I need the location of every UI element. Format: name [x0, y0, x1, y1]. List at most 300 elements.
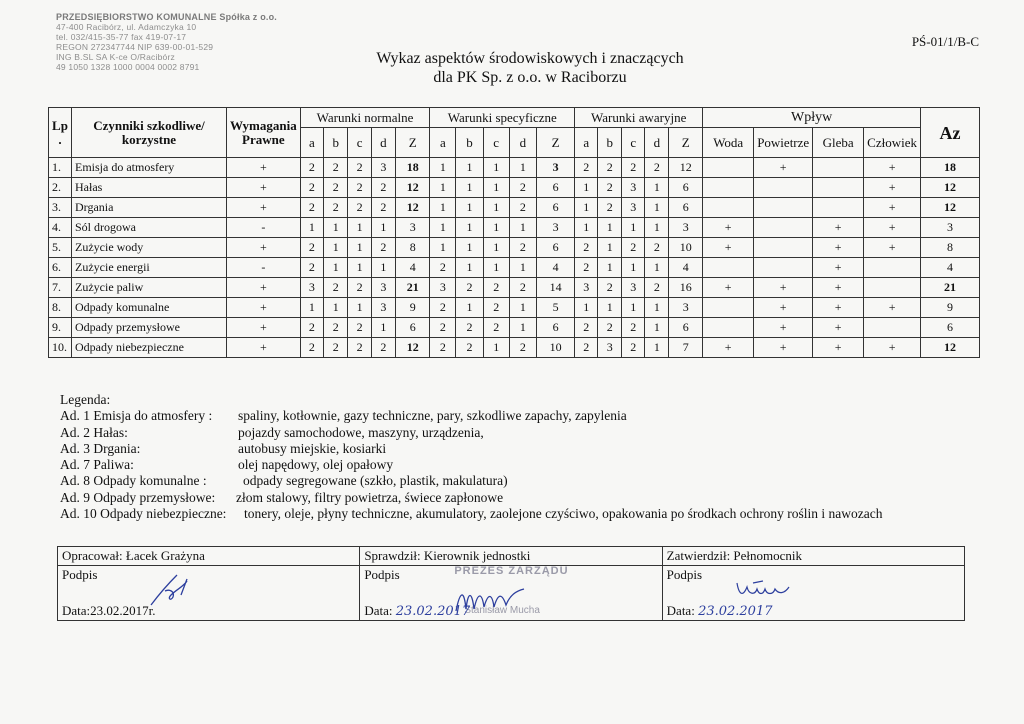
cell-lp: 7. — [49, 278, 72, 298]
cell-lp: 8. — [49, 298, 72, 318]
cell-impact — [864, 258, 921, 278]
cell-factor: Sól drogowa — [72, 218, 227, 238]
cell-specific: 1 — [509, 258, 536, 278]
cell-normal: 1 — [300, 298, 323, 318]
cell-normal: 3 — [396, 218, 430, 238]
cell-impact: + — [864, 178, 921, 198]
cell-az: 3 — [921, 218, 980, 238]
cell-requirement: + — [227, 238, 301, 258]
cell-normal: 1 — [371, 318, 395, 338]
cell-az: 4 — [921, 258, 980, 278]
cell-emergency: 1 — [645, 298, 669, 318]
legend-item — [60, 441, 883, 457]
subheader-normal-d: d — [371, 128, 395, 158]
cell-normal: 1 — [371, 218, 395, 238]
cell-az: 18 — [921, 158, 980, 178]
cell-specific: 1 — [456, 298, 483, 318]
cell-lp: 9. — [49, 318, 72, 338]
cell-emergency: 2 — [598, 158, 622, 178]
subheader-emergency-c: c — [622, 128, 645, 158]
cell-normal: 4 — [396, 258, 430, 278]
cell-specific: 2 — [430, 318, 456, 338]
cell-impact: + — [703, 218, 754, 238]
cell-requirement: + — [227, 178, 301, 198]
cell-specific: 2 — [430, 338, 456, 358]
legend-value: pojazdy samochodowe, maszyny, urządzenia, — [238, 424, 484, 440]
cell-requirement: + — [227, 198, 301, 218]
cell-normal: 2 — [324, 338, 348, 358]
cell-impact: + — [864, 218, 921, 238]
cell-az: 12 — [921, 198, 980, 218]
cell-specific: 2 — [509, 238, 536, 258]
legend-value: olej napędowy, olej opałowy — [238, 457, 394, 473]
cell-emergency: 6 — [669, 178, 703, 198]
cell-impact: + — [703, 278, 754, 298]
cell-specific: 1 — [483, 218, 509, 238]
cell-emergency: 2 — [645, 158, 669, 178]
cell-specific: 2 — [456, 278, 483, 298]
subheader-specific-c: c — [483, 128, 509, 158]
table-row — [49, 258, 980, 278]
cell-az: 6 — [921, 318, 980, 338]
cell-specific: 2 — [483, 318, 509, 338]
cell-impact — [754, 198, 813, 218]
table-row — [49, 338, 980, 358]
cell-impact: + — [864, 338, 921, 358]
cell-emergency: 2 — [622, 238, 645, 258]
subheader-specific-b: b — [456, 128, 483, 158]
cell-lp: 5. — [49, 238, 72, 258]
cell-impact — [703, 298, 754, 318]
legend-item — [60, 506, 883, 522]
cell-normal: 2 — [348, 158, 371, 178]
stamp-line: PRZEDSIĘBIORSTWO KOMUNALNE Spółka z o.o. — [56, 12, 278, 22]
header-lp: Lp . — [49, 108, 72, 158]
cell-specific: 1 — [456, 218, 483, 238]
cell-emergency: 2 — [575, 258, 598, 278]
table-row — [49, 298, 980, 318]
cell-specific: 1 — [456, 258, 483, 278]
cell-lp: 2. — [49, 178, 72, 198]
cell-normal: 2 — [300, 238, 323, 258]
official-stamp-title: PREZES ZARZĄDU — [454, 565, 569, 577]
subheader-impact-2: Gleba — [813, 128, 864, 158]
date-label: Data: — [364, 603, 393, 618]
cell-factor: Zużycie energii — [72, 258, 227, 278]
subheader-impact-3: Człowiek — [864, 128, 921, 158]
stamp-line: REGON 272347744 NIP 639-00-01-529 — [56, 42, 214, 52]
legend-item — [60, 457, 883, 473]
header-normal: Warunki normalne — [300, 108, 430, 128]
cell-normal: 1 — [324, 298, 348, 318]
cell-emergency: 12 — [669, 158, 703, 178]
approved-by: Zatwierdził: Pełnomocnik — [662, 547, 964, 566]
cell-normal: 1 — [348, 238, 371, 258]
cell-specific: 1 — [456, 158, 483, 178]
cell-az: 21 — [921, 278, 980, 298]
cell-impact — [703, 258, 754, 278]
cell-specific: 1 — [483, 238, 509, 258]
cell-specific: 1 — [430, 178, 456, 198]
cell-emergency: 2 — [575, 338, 598, 358]
table-row — [49, 278, 980, 298]
cell-specific: 3 — [536, 158, 574, 178]
cell-specific: 2 — [456, 318, 483, 338]
cell-specific: 2 — [509, 338, 536, 358]
cell-impact: + — [754, 278, 813, 298]
company-stamp — [56, 12, 316, 72]
cell-normal: 2 — [371, 198, 395, 218]
cell-emergency: 3 — [622, 278, 645, 298]
legend-value: autobusy miejskie, kosiarki — [238, 440, 387, 456]
date-label: Data: — [666, 603, 695, 618]
signature-icon — [733, 575, 793, 601]
cell-requirement: + — [227, 298, 301, 318]
cell-impact: + — [813, 338, 864, 358]
cell-specific: 2 — [456, 338, 483, 358]
signature-table — [57, 546, 965, 621]
header-requirements: Wymagania Prawne — [227, 108, 301, 158]
cell-emergency: 2 — [598, 318, 622, 338]
cell-normal: 12 — [396, 338, 430, 358]
subheader-normal-b: b — [324, 128, 348, 158]
cell-impact — [813, 178, 864, 198]
cell-lp: 3. — [49, 198, 72, 218]
legend-item — [60, 473, 883, 489]
official-stamp-name: Stanisław Mucha — [464, 605, 540, 616]
table-row — [49, 238, 980, 258]
cell-emergency: 1 — [598, 218, 622, 238]
subheader-specific-z: Z — [536, 128, 574, 158]
legend — [60, 392, 883, 522]
cell-specific: 1 — [483, 258, 509, 278]
cell-normal: 1 — [371, 258, 395, 278]
cell-emergency: 1 — [598, 298, 622, 318]
cell-emergency: 1 — [645, 338, 669, 358]
subheader-normal-z: Z — [396, 128, 430, 158]
stamp-line: tel. 032/415-35-77 fax 419-07-17 — [56, 32, 187, 42]
legend-item — [60, 490, 883, 506]
subheader-normal-c: c — [348, 128, 371, 158]
cell-specific: 1 — [509, 218, 536, 238]
subheader-normal-a: a — [300, 128, 323, 158]
cell-impact — [864, 278, 921, 298]
cell-emergency: 2 — [575, 238, 598, 258]
cell-specific: 10 — [536, 338, 574, 358]
cell-specific: 1 — [456, 198, 483, 218]
cell-emergency: 2 — [645, 238, 669, 258]
cell-normal: 9 — [396, 298, 430, 318]
cell-az: 12 — [921, 338, 980, 358]
title-line-2: dla PK Sp. z o.o. w Raciborzu — [433, 69, 627, 86]
cell-impact: + — [754, 298, 813, 318]
cell-emergency: 1 — [575, 198, 598, 218]
cell-normal: 2 — [371, 178, 395, 198]
cell-normal: 1 — [348, 218, 371, 238]
cell-emergency: 3 — [575, 278, 598, 298]
cell-az: 12 — [921, 178, 980, 198]
sign-label: Podpis — [364, 567, 400, 582]
cell-emergency: 2 — [645, 278, 669, 298]
cell-emergency: 3 — [598, 338, 622, 358]
cell-requirement: - — [227, 218, 301, 238]
legend-key: Ad. 1 Emisja do atmosfery : — [60, 408, 213, 424]
cell-impact — [703, 178, 754, 198]
cell-impact: + — [864, 198, 921, 218]
stamp-line: 49 1050 1328 1000 0004 0002 8791 — [56, 62, 200, 72]
cell-emergency: 1 — [622, 298, 645, 318]
cell-impact — [864, 318, 921, 338]
cell-emergency: 2 — [598, 278, 622, 298]
header-impact: Wpływ — [703, 108, 921, 128]
cell-specific: 1 — [483, 198, 509, 218]
cell-lp: 1. — [49, 158, 72, 178]
cell-impact: + — [703, 238, 754, 258]
title-line-1: Wykaz aspektów środowiskowych i znaczących — [376, 50, 684, 67]
cell-factor: Zużycie wody — [72, 238, 227, 258]
cell-specific: 1 — [456, 238, 483, 258]
legend-key: Ad. 9 Odpady przemysłowe: — [60, 489, 216, 505]
cell-normal: 1 — [300, 218, 323, 238]
cell-emergency: 1 — [645, 178, 669, 198]
cell-impact: + — [813, 298, 864, 318]
cell-emergency: 3 — [669, 218, 703, 238]
cell-specific: 1 — [509, 298, 536, 318]
cell-specific: 2 — [483, 278, 509, 298]
cell-emergency: 1 — [645, 318, 669, 338]
cell-impact — [703, 158, 754, 178]
cell-normal: 2 — [324, 318, 348, 338]
cell-specific: 1 — [430, 218, 456, 238]
cell-normal: 2 — [300, 338, 323, 358]
cell-emergency: 2 — [575, 318, 598, 338]
cell-normal: 1 — [324, 258, 348, 278]
subheader-emergency-d: d — [645, 128, 669, 158]
cell-emergency: 6 — [669, 318, 703, 338]
cell-impact — [813, 158, 864, 178]
cell-factor: Drgania — [72, 198, 227, 218]
cell-specific: 2 — [483, 298, 509, 318]
legend-key: Ad. 10 Odpady niebezpieczne: — [60, 506, 227, 522]
cell-specific: 1 — [456, 178, 483, 198]
cell-impact: + — [813, 318, 864, 338]
cell-specific: 6 — [536, 318, 574, 338]
table-row — [49, 218, 980, 238]
cell-normal: 2 — [324, 198, 348, 218]
cell-normal: 21 — [396, 278, 430, 298]
document-code: PŚ-01/1/B-C — [911, 34, 979, 49]
cell-normal: 12 — [396, 178, 430, 198]
cell-impact — [754, 218, 813, 238]
table-row — [49, 198, 980, 218]
cell-normal: 3 — [371, 278, 395, 298]
cell-factor: Hałas — [72, 178, 227, 198]
cell-specific: 6 — [536, 238, 574, 258]
cell-emergency: 2 — [598, 178, 622, 198]
cell-lp: 4. — [49, 218, 72, 238]
cell-az: 8 — [921, 238, 980, 258]
cell-specific: 1 — [483, 338, 509, 358]
checked-by: Sprawdził: Kierownik jednostki — [360, 547, 662, 566]
cell-emergency: 2 — [622, 318, 645, 338]
cell-specific: 1 — [430, 238, 456, 258]
cell-emergency: 4 — [669, 258, 703, 278]
cell-specific: 1 — [509, 158, 536, 178]
cell-emergency: 1 — [622, 218, 645, 238]
cell-normal: 2 — [324, 158, 348, 178]
cell-factor: Odpady przemysłowe — [72, 318, 227, 338]
cell-normal: 2 — [348, 178, 371, 198]
cell-emergency: 6 — [669, 198, 703, 218]
cell-requirement: + — [227, 318, 301, 338]
cell-emergency: 1 — [622, 258, 645, 278]
legend-key: Ad. 7 Paliwa: — [60, 457, 134, 473]
cell-specific: 2 — [509, 178, 536, 198]
sign-label: Podpis — [62, 567, 98, 582]
cell-requirement: - — [227, 258, 301, 278]
header-factors: Czynniki szkodliwe/ korzystne — [72, 108, 227, 158]
cell-impact: + — [813, 278, 864, 298]
cell-emergency: 3 — [622, 178, 645, 198]
legend-item — [60, 408, 883, 424]
cell-normal: 2 — [324, 178, 348, 198]
cell-lp: 6. — [49, 258, 72, 278]
cell-emergency: 3 — [622, 198, 645, 218]
cell-emergency: 1 — [645, 218, 669, 238]
cell-impact — [754, 238, 813, 258]
cell-impact — [754, 258, 813, 278]
cell-impact: + — [864, 298, 921, 318]
cell-impact: + — [754, 338, 813, 358]
prepared-by: Opracował: Łacek Grażyna — [58, 547, 360, 566]
legend-value: spaliny, kotłownie, gazy techniczne, pary, szkodliwe zapachy, zapylenia — [238, 408, 627, 424]
header-specific: Warunki specyficzne — [430, 108, 575, 128]
cell-factor: Zużycie paliw — [72, 278, 227, 298]
cell-normal: 18 — [396, 158, 430, 178]
subheader-emergency-z: Z — [669, 128, 703, 158]
subheader-emergency-a: a — [575, 128, 598, 158]
table-row — [49, 178, 980, 198]
cell-specific: 3 — [430, 278, 456, 298]
cell-normal: 2 — [348, 338, 371, 358]
cell-impact: + — [754, 318, 813, 338]
subheader-impact-1: Powietrze — [754, 128, 813, 158]
cell-normal: 2 — [300, 198, 323, 218]
cell-normal: 12 — [396, 198, 430, 218]
cell-specific: 4 — [536, 258, 574, 278]
subheader-emergency-b: b — [598, 128, 622, 158]
header-az: Az — [921, 108, 980, 158]
cell-emergency: 1 — [575, 178, 598, 198]
cell-requirement: + — [227, 278, 301, 298]
cell-normal: 3 — [371, 298, 395, 318]
cell-impact: + — [864, 158, 921, 178]
cell-lp: 10. — [49, 338, 72, 358]
cell-normal: 3 — [371, 158, 395, 178]
cell-specific: 14 — [536, 278, 574, 298]
legend-key: Ad. 2 Hałas: — [60, 424, 128, 440]
cell-normal: 1 — [348, 298, 371, 318]
cell-specific: 6 — [536, 198, 574, 218]
cell-emergency: 2 — [598, 198, 622, 218]
cell-normal: 1 — [324, 218, 348, 238]
cell-normal: 2 — [348, 278, 371, 298]
cell-impact — [754, 178, 813, 198]
cell-specific: 2 — [509, 198, 536, 218]
cell-normal: 1 — [348, 258, 371, 278]
cell-factor: Odpady niebezpieczne — [72, 338, 227, 358]
table-row — [49, 158, 980, 178]
cell-specific: 2 — [430, 298, 456, 318]
date-prepared: Data:23.02.2017r. — [62, 603, 156, 618]
cell-impact — [813, 198, 864, 218]
cell-normal: 2 — [300, 178, 323, 198]
aspects-table — [48, 107, 980, 358]
cell-specific: 1 — [430, 198, 456, 218]
cell-normal: 8 — [396, 238, 430, 258]
cell-specific: 1 — [430, 158, 456, 178]
cell-emergency: 7 — [669, 338, 703, 358]
cell-impact: + — [864, 238, 921, 258]
cell-normal: 3 — [300, 278, 323, 298]
cell-impact: + — [813, 238, 864, 258]
stamp-line: ING B.SL SA K-ce O/Racibórz — [56, 52, 175, 62]
subheader-impact-0: Woda — [703, 128, 754, 158]
stamp-line: 47-400 Racibórz, ul. Adamczyka 10 — [56, 22, 197, 32]
cell-impact — [703, 318, 754, 338]
cell-normal: 2 — [348, 318, 371, 338]
cell-emergency: 1 — [598, 258, 622, 278]
cell-normal: 2 — [300, 258, 323, 278]
cell-normal: 2 — [300, 318, 323, 338]
cell-emergency: 1 — [598, 238, 622, 258]
cell-emergency: 1 — [645, 198, 669, 218]
legend-item — [60, 425, 883, 441]
cell-impact: + — [813, 258, 864, 278]
cell-emergency: 3 — [669, 298, 703, 318]
header-emergency: Warunki awaryjne — [575, 108, 703, 128]
sign-label: Podpis — [666, 567, 703, 582]
cell-normal: 2 — [300, 158, 323, 178]
date-approved: 23.02.2017 — [698, 604, 773, 619]
cell-specific: 2 — [430, 258, 456, 278]
legend-key: Ad. 8 Odpady komunalne : — [60, 473, 207, 489]
cell-impact: + — [703, 338, 754, 358]
legend-value: odpady segregowane (szkło, plastik, makulatura) — [243, 473, 508, 489]
cell-emergency: 2 — [622, 158, 645, 178]
cell-specific: 1 — [509, 318, 536, 338]
cell-specific: 2 — [509, 278, 536, 298]
date-checked: 23.02.2017 — [395, 604, 471, 619]
cell-emergency: 2 — [622, 338, 645, 358]
cell-normal: 6 — [396, 318, 430, 338]
cell-requirement: + — [227, 158, 301, 178]
legend-value: złom stalowy, filtry powietrza, świece zapłonowe — [236, 489, 504, 505]
cell-specific: 3 — [536, 218, 574, 238]
cell-emergency: 10 — [669, 238, 703, 258]
legend-value: tonery, oleje, płyny techniczne, akumulatory, zaolejone czyściwo, opakowania po środkach ochrony roślin i nawozach — [244, 506, 883, 522]
cell-factor: Emisja do atmosfery — [72, 158, 227, 178]
table-row — [49, 318, 980, 338]
cell-specific: 1 — [483, 178, 509, 198]
cell-specific: 5 — [536, 298, 574, 318]
document-title — [330, 49, 730, 87]
cell-specific: 6 — [536, 178, 574, 198]
cell-specific: 1 — [483, 158, 509, 178]
subheader-specific-d: d — [509, 128, 536, 158]
cell-emergency: 16 — [669, 278, 703, 298]
cell-impact: + — [754, 158, 813, 178]
